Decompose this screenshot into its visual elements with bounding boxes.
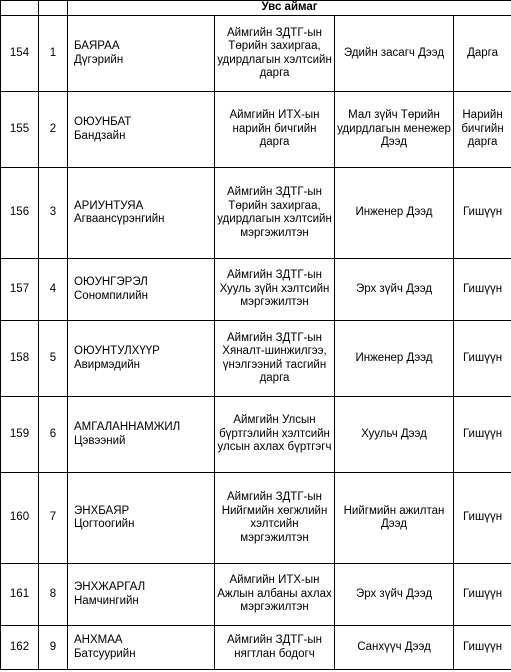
member-education: Эрх зүйч Дээд <box>335 564 454 626</box>
member-given-name: Авирмэдийн <box>74 358 141 371</box>
member-education: Эдийн засагч Дээд <box>335 16 454 92</box>
member-position: Аймгийн ЗДТГ-ын Хяналт-шинжилгээ, үнэлгээний тасгийн дарга <box>215 321 335 397</box>
table-row <box>1 321 511 397</box>
member-position: Аймгийн ЗДТГ-ын Төрийн захиргаа, удирдлагын хэлтсийн дарга <box>215 16 335 92</box>
member-surname: ЭНХЖАРГАЛ <box>74 581 146 593</box>
member-given-name: Цэвээний <box>74 434 126 447</box>
member-name <box>68 92 215 168</box>
member-position: Аймгийн ЗДТГ-ын Хууль зүйн хэлтсийн мэргэжилтэн <box>215 259 335 321</box>
member-name <box>68 259 215 321</box>
row-number: 4 <box>39 259 68 321</box>
row-id: 156 <box>1 168 39 259</box>
region-header-row <box>1 1 511 16</box>
table-row <box>1 473 511 564</box>
table-row <box>1 168 511 259</box>
member-name <box>68 473 215 564</box>
member-role: Гишүүн <box>454 473 511 564</box>
member-position: Аймгийн ЗДТГ-ын Нийгмийн хөгжлийн хэлтсийн мэргэжилтэн <box>215 473 335 564</box>
row-id: 160 <box>1 473 39 564</box>
member-name <box>68 626 215 670</box>
row-id: 155 <box>1 92 39 168</box>
member-role: Дарга <box>454 16 511 92</box>
row-id: 159 <box>1 397 39 473</box>
table-row <box>1 92 511 168</box>
member-education: Эрх зүйч Дээд <box>335 259 454 321</box>
member-position: Аймгийн ЗДТГ-ын Төрийн захиргаа, удирдлагын хэлтсийн мэргэжилтэн <box>215 168 335 259</box>
member-role: Нарийн бичгийн дарга <box>454 92 511 168</box>
member-position: Аймгийн ИТХ-ын нарийн бичгийн дарга <box>215 92 335 168</box>
member-surname: ОЮУНГЭРЭЛ <box>74 276 148 288</box>
member-name <box>68 321 215 397</box>
member-name <box>68 397 215 473</box>
member-position: Аймгийн ИТХ-ын Ажлын албаны ахлах мэргэжилтэн <box>215 564 335 626</box>
member-surname: ЭНХБАЯР <box>74 504 130 517</box>
member-role: Гишүүн <box>454 564 511 626</box>
table-row <box>1 259 511 321</box>
row-id: 158 <box>1 321 39 397</box>
row-number: 6 <box>39 397 68 473</box>
member-role: Гишүүн <box>454 168 511 259</box>
row-number: 8 <box>39 564 68 626</box>
row-number: 3 <box>39 168 68 259</box>
region-header: Увс аймаг <box>68 1 511 16</box>
member-name <box>68 16 215 92</box>
row-id: 161 <box>1 564 39 626</box>
member-surname: ОЮУНТУЛХҮҮР <box>74 345 160 357</box>
row-number: 1 <box>39 16 68 92</box>
member-education: Санхүүч Дээд <box>335 626 454 670</box>
member-education: Инженер Дээд <box>335 321 454 397</box>
member-surname: ОЮУНБАТ <box>74 116 132 128</box>
member-given-name: Дүгэрийн <box>74 53 124 66</box>
member-role: Гишүүн <box>454 626 511 670</box>
member-given-name: Цогтоогийн <box>74 518 135 530</box>
table-row <box>1 16 511 92</box>
member-given-name: Намчингийн <box>74 594 139 607</box>
member-education: Инженер Дээд <box>335 168 454 259</box>
table-row <box>1 564 511 626</box>
row-number: 2 <box>39 92 68 168</box>
table-row <box>1 626 511 670</box>
member-surname: АМГАЛАННАМЖИЛ <box>74 421 181 433</box>
row-number: 5 <box>39 321 68 397</box>
row-id: 162 <box>1 626 39 670</box>
member-name <box>68 564 215 626</box>
member-education: Мал зүйч Төрийн удирдлагын менежер Дээд <box>335 92 454 168</box>
member-role: Гишүүн <box>454 397 511 473</box>
row-id: 154 <box>1 16 39 92</box>
row-id: 157 <box>1 259 39 321</box>
member-given-name: Батсуурийн <box>74 647 136 660</box>
member-name <box>68 168 215 259</box>
row-number: 7 <box>39 473 68 564</box>
row-number: 9 <box>39 626 68 670</box>
member-given-name: Бандзайн <box>74 129 126 142</box>
member-education: Нийгмийн ажилтан Дээд <box>335 473 454 564</box>
member-surname: БАЯРАА <box>74 40 120 52</box>
member-position: Аймгийн Улсын бүртгэлийн хэлтсийн улсын ахлах бүртгэгч <box>215 397 335 473</box>
member-role: Гишүүн <box>454 321 511 397</box>
member-role: Гишүүн <box>454 259 511 321</box>
member-given-name: Сономпилийн <box>74 289 148 302</box>
member-surname: АНХМАА <box>74 634 123 646</box>
member-given-name: Агваансүрэнгийн <box>74 213 165 225</box>
table-row <box>1 397 511 473</box>
member-position: Аймгийн ЗДТГ-ын нягтлан бодогч <box>215 626 335 670</box>
member-education: Хуульч Дээд <box>335 397 454 473</box>
member-surname: АРИУНТУЯА <box>74 199 144 212</box>
